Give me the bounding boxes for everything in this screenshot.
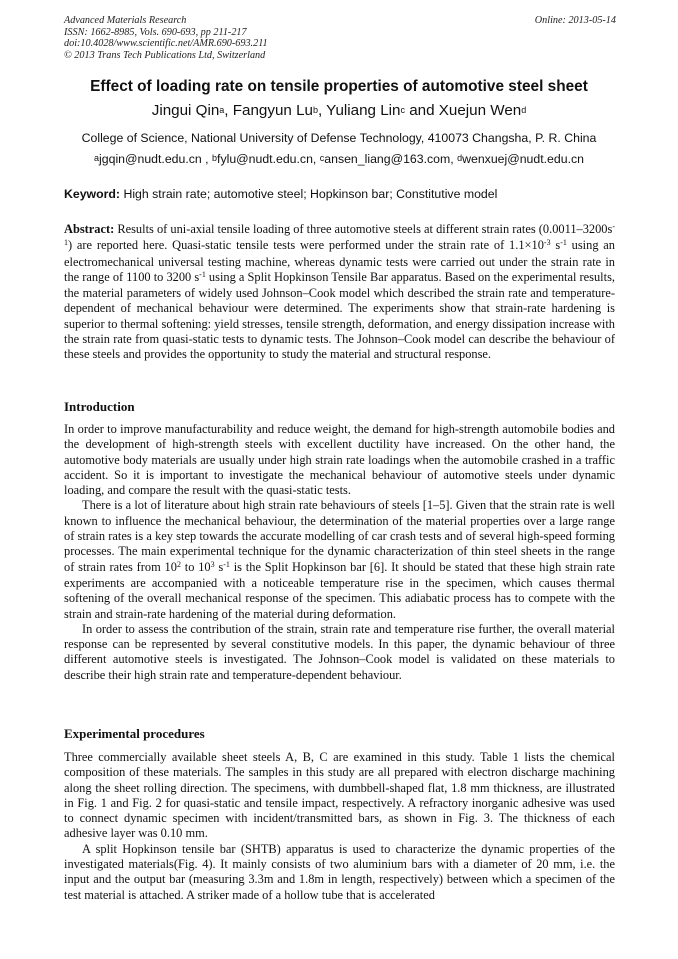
superscript: -3 xyxy=(543,238,551,248)
abstract-text: using an electromechanical universal testing machine, whereas dynamic tests were carried out under the strain rate in the range of 1100 to 3200 s xyxy=(64,238,616,284)
author-name: Yuliang Lin xyxy=(326,102,401,119)
email-link[interactable]: ansen_liang@163.com xyxy=(324,152,451,166)
journal-header xyxy=(64,15,616,61)
author-name: Jingui Qin xyxy=(151,102,220,119)
paragraph-text: is the Split Hopkinson bar [6]. It should be stated that these high strain rate experiments are accompanied with a noticeable temperature rise in the specimen, which causes thermal softening of the overall mechanical response of the specimen. This adiabatic process has to compete with the strain and strain-rate hardening of the material during deformation. xyxy=(64,559,616,621)
introduction-body xyxy=(64,422,615,683)
superscript: -1 xyxy=(223,559,230,569)
affiliation: College of Science, National University of Defense Technology, 410073 Changsha, P. R. China xyxy=(81,131,597,145)
issn-line: ISSN: 1662-8985, Vols. 690-693, pp 211-217 xyxy=(64,26,247,38)
email-link[interactable]: wenxuej@nudt.edu.cn xyxy=(462,152,584,166)
author-affil-mark: c xyxy=(400,105,405,115)
abstract-text: using a Split Hopkinson Tensile Bar apparatus. Based on the experimental results, the material parameters of widely used Johnson–Cook model which described the strain rate and temperature-dependent of mechanical behaviour were determined. The experiments show that strain-rate hardening is superior to thermal softening: yield stresses, tensile strength, deformation, and energy dissipation increase with the strain rate from quasi-static tests to dynamic tests. The Johnson–Cook model can describe the behaviour of these steels and provides the opportunity to study the material and structural response. xyxy=(64,269,615,362)
email-separator: , xyxy=(201,152,213,166)
superscript: -1 xyxy=(560,238,567,248)
superscript: -1 xyxy=(64,222,615,248)
author-name: Fangyun Lu xyxy=(232,102,313,119)
experimental-heading: Experimental procedures xyxy=(64,726,205,741)
paragraph: In order to improve manufacturability and reduce weight, the demand for high-strength automobile bodies and the development of high-strength steels with excellent ductility have increased. On the other hand, the automotive body materials are usually under high strain rate loadings when the automobile crashed in a traffic accident. So it is important to investigate the mechanical behaviour of automotive steels under dynamic loading, and compare the result with the quasi-static tests. xyxy=(64,422,615,498)
paragraph xyxy=(64,622,615,683)
author-list xyxy=(40,102,638,119)
keywords xyxy=(64,187,624,201)
abstract-text: Results of uni-axial tensile loading of three automotive steels at different strain rates (0.0011–3200s xyxy=(114,222,613,236)
paragraph xyxy=(64,842,615,903)
email-list xyxy=(40,152,638,166)
online-date: Online: 2013-05-14 xyxy=(534,15,616,26)
email-mark: a xyxy=(94,153,100,163)
email-separator: , xyxy=(312,152,320,166)
superscript: 2 xyxy=(176,559,181,569)
journal-name: Advanced Materials Research xyxy=(64,15,187,26)
copyright-line: © 2013 Trans Tech Publications Ltd, Switzerland xyxy=(64,49,266,61)
paragraph-text: A split Hopkinson tensile bar (SHTB) apparatus is used to characterize the dynamic properties of the investigated materials(Fig. 4). It mainly consists of two aluminium bars with a diameter of 20 mm, i.e. the input and the output bar (measuring 3.3m and 1.8m in length, respectively) between which a specimen of the test material is attached. A striker made of a hollow tube that is accelerated xyxy=(64,841,615,902)
keyword-text: High strain rate; automotive steel; Hopkinson bar; Constitutive model xyxy=(120,187,498,201)
experimental-body xyxy=(64,750,615,903)
author-separator: and xyxy=(404,102,439,119)
author-affil-mark: a xyxy=(219,105,225,115)
email-link[interactable]: fylu@nudt.edu.cn xyxy=(217,152,313,166)
email-mark: b xyxy=(212,153,218,163)
paragraph-text: In order to assess the contribution of the strain, strain rate and temperature rise further, the overall material response can be represented by several constitutive models. In this paper, the dynamic behaviour of three different automotive steels is investigated. The Johnson–Cook model is validated on these materials to describe their high strain rate and temperature-dependent behaviour. xyxy=(64,621,615,682)
email-link[interactable]: jgqin@nudt.edu.cn xyxy=(99,152,202,166)
paragraph: Three commercially available sheet steels A, B, C are examined in this study. Table 1 lists the chemical composition of these materials. The samples in this study are all prepared with electron discharge machining along the sheet rolling direction. The specimens, with dumbbell-shaped flat, 1.8 mm thickness, are illustrated in Fig. 1 and Fig. 2 for quasi-static and tensile impact, respectively. A refractory inorganic adhesive was used to connect dynamic specimen with incident/transmitted bars, as shown in Fig. 3. The thickness of each adhesive layer was 0.10 mm. xyxy=(64,750,615,841)
paragraph xyxy=(64,498,615,621)
email-mark: d xyxy=(457,153,463,163)
paragraph-text: s xyxy=(214,559,224,574)
doi-line[interactable]: doi:10.4028/www.scientific.net/AMR.690-693.211 xyxy=(64,38,268,49)
superscript: 3 xyxy=(210,559,215,569)
keyword-label: Keyword: xyxy=(64,187,121,201)
email-mark: c xyxy=(319,153,325,163)
superscript: -1 xyxy=(199,269,206,279)
abstract-text: s xyxy=(550,238,561,253)
author-separator: , xyxy=(224,102,233,119)
introduction-heading: Introduction xyxy=(64,399,135,414)
email-separator: , xyxy=(450,152,458,166)
abstract xyxy=(64,222,615,363)
paragraph-text: There is a lot of literature about high strain rate behaviours of steels [1–5]. Given that the strain rate is well known to influence the mechanical behaviour, the determination of the material properties over a large range of strain rates is a key step towards the accurate modelling of car crash tests and of several high-speed forming processes. The main experimental technique for the dynamic characterization of thin steel sheets in the range of strain rates from 10 xyxy=(64,498,615,574)
abstract-label: Abstract: xyxy=(64,222,115,236)
author-affil-mark: d xyxy=(521,105,527,115)
author-name: Xuejun Wen xyxy=(438,102,522,119)
author-separator: , xyxy=(317,102,327,119)
author-affil-mark: b xyxy=(312,105,318,115)
abstract-text: ) are reported here. Quasi-static tensile tests were performed under the strain rate of 1.1×10 xyxy=(68,238,544,253)
paragraph-text: to 10 xyxy=(180,559,211,574)
paper-title: Effect of loading rate on tensile properties of automotive steel sheet xyxy=(90,78,588,95)
